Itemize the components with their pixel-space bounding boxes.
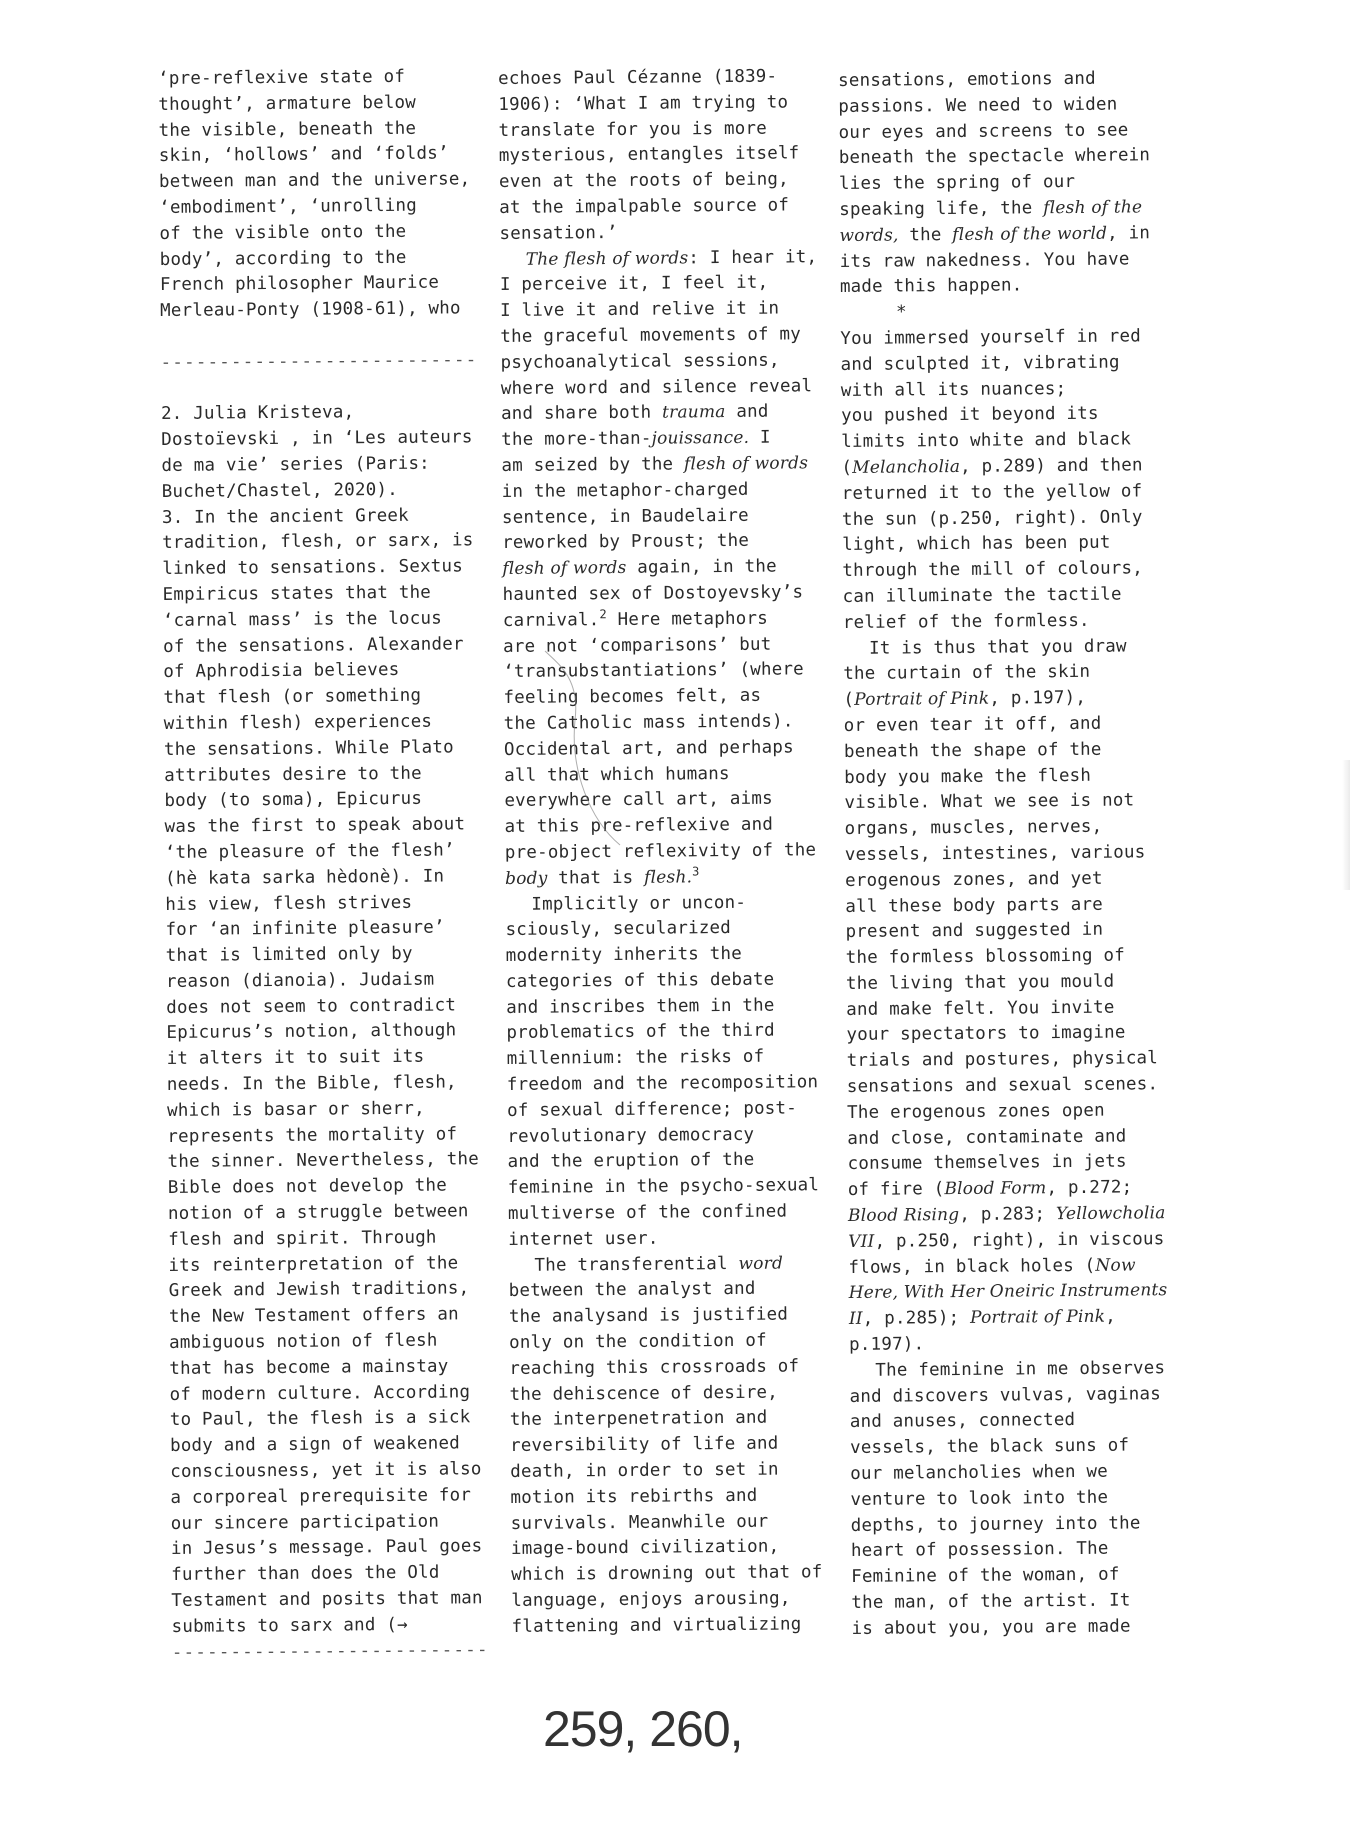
- footnote-line: submits to sarx and (→: [171, 1614, 408, 1637]
- text-line: p.197).: [849, 1334, 925, 1355]
- footnote-line: in Jesus’s message. Paul goes: [170, 1536, 483, 1560]
- text-line: VII, p.250, right), in viscous: [848, 1229, 1165, 1252]
- footnote-line: that flesh (or something: [163, 685, 422, 709]
- footnote-line: body (to soma), Epicurus: [164, 789, 423, 812]
- text-line: flows, in black holes (Now: [848, 1255, 1136, 1278]
- footnote-line: reason (dianoia). Judaism: [165, 969, 435, 992]
- text-line: motion its rebirths and: [510, 1485, 758, 1508]
- footnote-line: the sinner. Nevertheless, the: [167, 1149, 479, 1173]
- text-line: flesh of words again, in the: [502, 556, 777, 580]
- text-line: mysterious, entangles itself: [498, 143, 800, 167]
- footnote-line: ‘carnal mass’ is the locus: [162, 608, 443, 631]
- text-line: and anuses, connected: [849, 1410, 1076, 1433]
- footnote-line: 2. Julia Kristeva,: [160, 402, 355, 425]
- text-line: image-bound civilization,: [510, 1537, 780, 1560]
- text-line: Feminine of the woman, of: [851, 1564, 1120, 1588]
- footnote-line: de ma vie’ series (Paris:: [161, 453, 430, 476]
- text-line: skin, ‘hollows’ and ‘folds’: [158, 143, 449, 167]
- footnote-line: notion of a struggle between: [167, 1201, 469, 1225]
- footnote-separator: ---------------------------: [160, 349, 478, 373]
- footnote-line: our sincere participation: [170, 1511, 440, 1534]
- footnote-separator: ---------------------------: [171, 1639, 489, 1663]
- text-line: the dehiscence of desire,: [509, 1382, 779, 1405]
- text-line: in the metaphor-charged: [501, 479, 749, 502]
- text-line: ‘embodiment’, ‘unrolling: [159, 195, 417, 218]
- footnote-line: linked to sensations. Sextus: [162, 556, 464, 580]
- text-line: passions. We need to widen: [838, 94, 1118, 117]
- text-line: depths, to journey into the: [850, 1513, 1141, 1536]
- text-column-right: [838, 66, 1170, 1642]
- text-line: haunted sex of Dostoyevsky’s: [502, 582, 804, 605]
- text-line: the interpenetration and: [509, 1408, 768, 1431]
- footnote-line: of Aphrodisia believes: [163, 660, 400, 683]
- text-line: the living that you mould: [845, 971, 1115, 994]
- text-line: [160, 322, 477, 351]
- text-line: the sun (p.250, right). Only: [841, 506, 1143, 530]
- text-line: between the analyst and: [508, 1279, 756, 1302]
- footnote-line: Empiricus states that the: [162, 582, 432, 605]
- text-line: body that is flesh.$^3$: [504, 864, 700, 889]
- text-line: reworked by Proust; the: [502, 531, 750, 554]
- text-line: the visible, beneath the: [158, 118, 417, 141]
- text-line: The feminine in me observes: [875, 1358, 1166, 1381]
- footnote-line: (hè kata sarka hèdonè). In: [164, 866, 445, 889]
- text-line: everywhere call art, aims: [504, 788, 773, 812]
- text-line: or even tear it off, and: [843, 713, 1102, 736]
- footnote-line: Dostoïevski , in ‘Les auteurs: [161, 427, 473, 451]
- text-line: can illuminate the tactile: [842, 584, 1122, 607]
- footnote-line: of modern culture. According: [169, 1381, 471, 1405]
- footnote-line: 3. In the ancient Greek: [161, 505, 409, 528]
- text-line: is about you, you are made: [851, 1616, 1131, 1639]
- text-line: of fire (Blood Form, p.272;: [847, 1177, 1133, 1201]
- footnote-line: Bible does not develop the: [167, 1175, 448, 1199]
- text-line: lies the spring of our: [838, 172, 1076, 195]
- text-line: with all its nuances;: [840, 378, 1067, 401]
- text-line: I live it and relive it in: [500, 298, 780, 322]
- text-line: are not ‘comparisons’ but: [502, 634, 772, 657]
- page-edge-shadow: [1342, 760, 1350, 890]
- text-line: and inscribes them in the: [506, 995, 775, 1018]
- text-line: sensations, emotions and: [838, 68, 1096, 91]
- text-line: vessels, the black suns of: [849, 1435, 1130, 1459]
- text-line: French philosopher Maurice: [159, 272, 440, 296]
- text-line: the more-than-jouissance. I: [501, 427, 771, 451]
- text-line: the analysand is justified: [508, 1304, 789, 1328]
- text-line: at this pre-reflexive and: [504, 814, 774, 838]
- text-line: sensation.’: [499, 222, 618, 244]
- text-line: feeling becomes felt, as: [503, 685, 762, 709]
- text-line: all these body parts are: [845, 894, 1104, 917]
- text-line: Here, With Her Oneiric Instruments: [848, 1280, 1168, 1304]
- footnote-line: Buchet/Chastel, 2020).: [161, 479, 398, 502]
- text-line: psychoanalytical sessions,: [500, 350, 780, 373]
- text-line: 1906): ‘What I am trying to: [498, 92, 789, 115]
- footnote-line: Testament and posits that man: [171, 1588, 483, 1611]
- text-line: sensations and sexual scenes.: [846, 1074, 1159, 1098]
- text-line: of the visible onto the: [159, 221, 407, 244]
- text-line: Implicitly or uncon-: [531, 892, 747, 915]
- text-column-left: [158, 64, 489, 1666]
- text-line: feminine in the psycho-sexual: [507, 1175, 820, 1199]
- text-line: reaching this crossroads of: [509, 1356, 800, 1379]
- text-line: heart of possession. The: [850, 1539, 1109, 1562]
- text-line: and discovers vulvas, vaginas: [849, 1383, 1162, 1407]
- text-line: limits into white and black: [841, 429, 1132, 453]
- text-line: II, p.285); Portrait of Pink,: [848, 1306, 1117, 1330]
- footnote-line: which is basar or sherr,: [167, 1098, 425, 1121]
- footnote-line: further than does the Old: [171, 1562, 440, 1586]
- footnote-line: within flesh) experiences: [163, 711, 433, 734]
- text-line: modernity inherits the: [505, 943, 743, 967]
- text-line: Merleau-Ponty (1908-61), who: [160, 298, 461, 322]
- text-column-middle: [498, 64, 829, 1640]
- footnote-line: to Paul, the flesh is a sick: [169, 1407, 471, 1431]
- text-line: and share both trauma and: [500, 402, 769, 425]
- text-line: the man, of the artist. It: [851, 1590, 1131, 1613]
- text-line: reversibility of life and: [509, 1433, 779, 1457]
- footnote-line: body and a sign of weakened: [169, 1433, 460, 1457]
- footnote-line: a corporeal prerequisite for: [170, 1485, 472, 1508]
- footnote-line: ambiguous notion of flesh: [169, 1330, 438, 1353]
- text-line: echoes Paul Cézanne (1839-: [498, 66, 778, 89]
- text-line: present and suggested in: [845, 920, 1104, 943]
- text-line: millennium: the risks of: [506, 1046, 765, 1070]
- text-line: carnival.$^2$ Here metaphors: [502, 606, 769, 631]
- section-break-asterisk: *: [896, 302, 907, 323]
- text-line: made this happen.: [839, 275, 1023, 298]
- page-number: 259, 260,: [543, 1701, 743, 1757]
- text-line: The transferential word: [534, 1253, 784, 1276]
- text-line: The flesh of words: I hear it,: [525, 246, 818, 270]
- text-line: problematics of the third: [506, 1021, 775, 1044]
- text-line: [161, 374, 478, 403]
- text-line: internet user.: [508, 1228, 659, 1250]
- text-line: ‘transubstantiations’ (where: [503, 659, 804, 683]
- text-line: It is thus that you draw: [868, 636, 1127, 659]
- text-line: death, in order to set in: [510, 1459, 779, 1482]
- text-line: and the eruption of the: [507, 1150, 755, 1173]
- text-line: survivals. Meanwhile our: [510, 1511, 769, 1534]
- text-line: you pushed it beyond its: [840, 404, 1099, 427]
- text-line: revolutionary democracy: [507, 1124, 755, 1147]
- text-line: am seized by the flesh of words: [501, 453, 809, 476]
- text-line: body you make the flesh: [844, 765, 1092, 788]
- text-line: the curtain of the skin: [843, 662, 1091, 685]
- text-line: and sculpted it, vibrating: [840, 352, 1120, 375]
- text-line: and close, contaminate and: [847, 1126, 1127, 1149]
- text-line: flattening and virtualizing: [511, 1614, 802, 1637]
- text-line: the graceful movements of my: [500, 324, 802, 347]
- text-line: light, which has been put: [842, 532, 1111, 556]
- footnote-line: attributes desire to the: [164, 763, 422, 786]
- text-line: consume themselves in jets: [847, 1151, 1127, 1175]
- text-line: Occidental art, and perhaps: [503, 737, 794, 760]
- text-line: the formless blossoming of: [845, 945, 1125, 969]
- footnote-line: consciousness, yet it is also: [170, 1459, 482, 1482]
- text-line: our melancholies when we: [850, 1461, 1109, 1484]
- footnote-line: Greek and Jewish traditions,: [168, 1278, 470, 1302]
- text-line: pre-object reflexivity of the: [504, 840, 817, 863]
- text-line: sentence, in Baudelaire: [501, 505, 749, 528]
- text-line: translate for you is more: [498, 118, 768, 141]
- text-line: of sexual difference; post-: [507, 1098, 798, 1121]
- text-line: through the mill of colours,: [842, 558, 1144, 582]
- text-line: where word and silence reveal: [500, 375, 813, 399]
- text-line: You immersed yourself in red: [840, 326, 1142, 349]
- text-line: speaking life, the flesh of the: [839, 197, 1143, 220]
- footnote-line: Epicurus’s notion, although: [166, 1020, 457, 1044]
- text-line: its raw nakedness. You have: [839, 249, 1130, 272]
- text-line: erogenous zones, and yet: [844, 868, 1103, 891]
- footnote-line: the sensations. While Plato: [163, 737, 454, 760]
- text-line: even at the roots of being,: [498, 169, 789, 193]
- text-line: the Catholic mass intends).: [503, 711, 794, 734]
- text-line: body’, according to the: [159, 247, 407, 270]
- text-line: words, the flesh of the world, in: [839, 223, 1151, 246]
- footnote-line: its reinterpretation of the: [168, 1253, 459, 1276]
- text-line: and make felt. You invite: [846, 997, 1115, 1020]
- footnote-line: ‘the pleasure of the flesh’: [164, 840, 455, 863]
- text-line: at the impalpable source of: [499, 195, 790, 218]
- footnote-line: does not seem to contradict: [166, 995, 457, 1018]
- text-line: returned it to the yellow of: [841, 481, 1143, 504]
- text-line: The erogenous zones open: [847, 1100, 1105, 1123]
- footnote-line: it alters it to suit its: [166, 1046, 425, 1070]
- text-line: categories of this debate: [505, 969, 775, 992]
- text-line: ‘pre-reflexive state of: [158, 66, 406, 89]
- footnote-line: flesh and spirit. Through: [168, 1227, 437, 1250]
- text-line: which is drowning out that of: [511, 1562, 823, 1586]
- footnote-line: needs. In the Bible, flesh,: [166, 1072, 457, 1096]
- text-line: trials and postures, physical: [846, 1048, 1159, 1072]
- text-line: freedom and the recomposition: [506, 1072, 819, 1096]
- text-line: visible. What we see is not: [844, 790, 1135, 814]
- text-line: sciously, secularized: [505, 918, 732, 941]
- footnote-line: that has become a mainstay: [169, 1356, 449, 1379]
- text-line: relief of the formless.: [842, 610, 1090, 633]
- text-line: beneath the spectacle wherein: [838, 145, 1151, 169]
- text-line: between man and the universe,: [158, 169, 471, 193]
- footnote-line: his view, flesh strives: [165, 892, 413, 915]
- text-line: only on the condition of: [509, 1330, 767, 1353]
- footnote-line: was the first to speak about: [164, 814, 466, 838]
- text-line: our eyes and screens to see: [838, 120, 1129, 143]
- footnote-line: tradition, flesh, or sarx, is: [162, 530, 474, 554]
- text-line: (Portrait of Pink, p.197),: [843, 687, 1087, 711]
- text-line: multiverse of the confined: [507, 1201, 788, 1225]
- footnote-line: that is limited only by: [165, 943, 413, 967]
- text-line: your spectators to imagine: [846, 1023, 1126, 1046]
- text-line: venture to look into the: [850, 1487, 1109, 1510]
- footnote-line: for ‘an infinite pleasure’: [165, 917, 445, 941]
- text-line: language, enjoys arousing,: [511, 1588, 791, 1611]
- text-line: all that which humans: [504, 763, 730, 786]
- text-line: beneath the shape of the: [843, 739, 1102, 762]
- footnote-line: represents the mortality of: [167, 1124, 458, 1147]
- text-line: organs, muscles, nerves,: [844, 816, 1103, 840]
- text-line: vessels, intestines, various: [844, 842, 1146, 865]
- text-line: (Melancholia, p.289) and then: [841, 455, 1143, 478]
- text-line: I perceive it, I feel it,: [499, 273, 769, 296]
- footnote-line: of the sensations. Alexander: [162, 633, 464, 657]
- text-line: Blood Rising, p.283; Yellowcholia: [847, 1203, 1166, 1227]
- footnote-line: the New Testament offers an: [168, 1304, 459, 1328]
- text-line: thought’, armature below: [158, 92, 417, 115]
